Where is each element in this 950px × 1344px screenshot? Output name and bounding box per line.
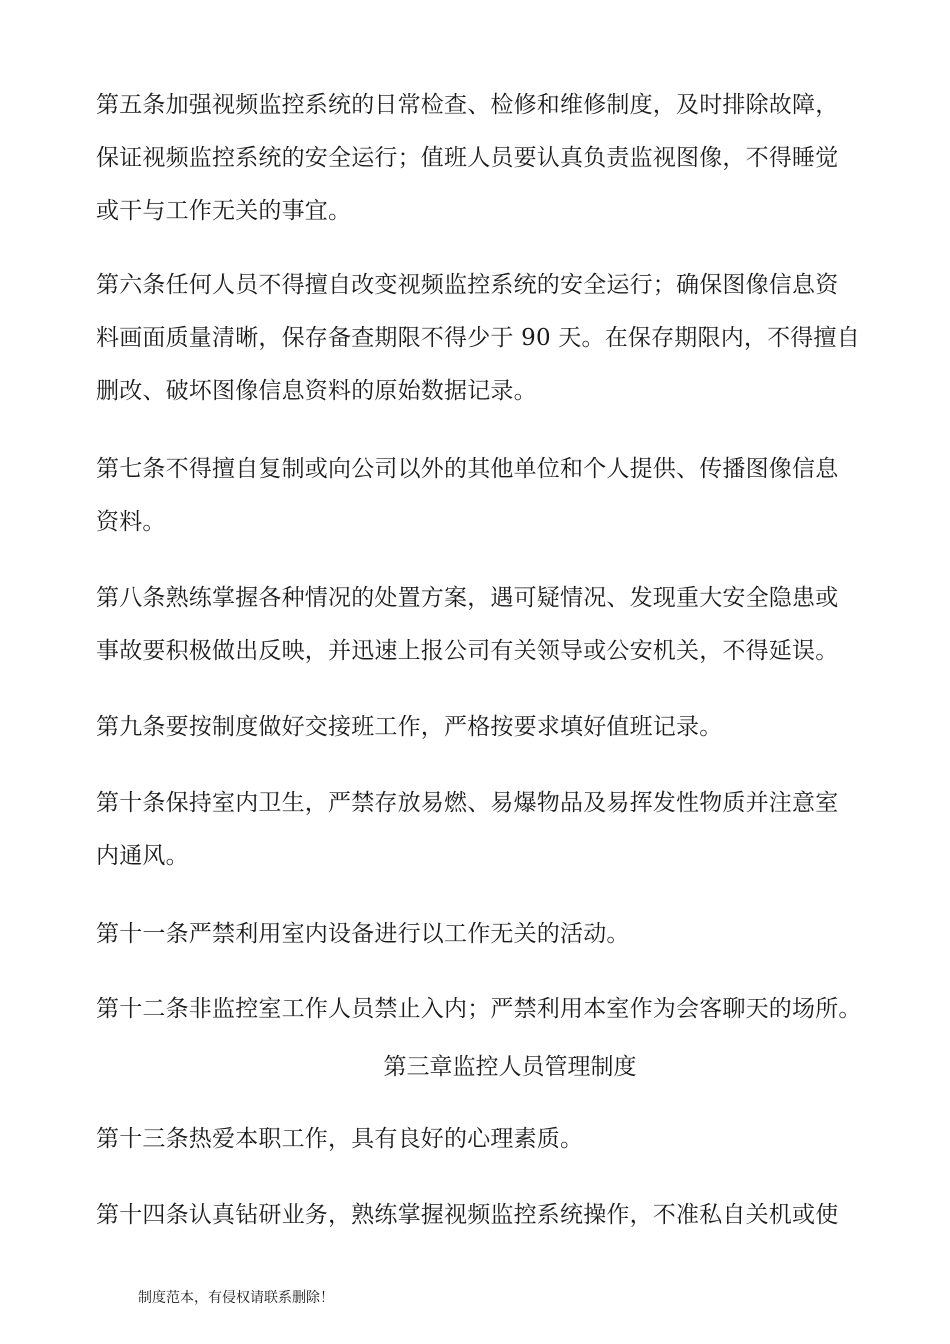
text-line: 事故要积极做出反映，并迅速上报公司有关领导或公安机关，不得延误。	[96, 638, 839, 664]
text-line: 第五条加强视频监控系统的日常检查、检修和维修制度，及时排除故障，	[96, 92, 839, 118]
text-line: 资料。	[96, 509, 166, 535]
chapter-heading: 第三章监控人员管理制度	[383, 1054, 637, 1080]
footer-note: 制度范本，有侵权请联系删除！	[138, 1290, 334, 1306]
text-line: 第七条不得擅自复制或向公司以外的其他单位和个人提供、传播图像信息	[96, 456, 839, 482]
text-line: 第八条熟练掌握各种情况的处置方案，遇可疑情况、发现重大安全隐患或	[96, 585, 839, 611]
text-line: 第十二条非监控室工作人员禁止入内；严禁利用本室作为会客聊天的场所。	[96, 996, 862, 1022]
text-line: 删改、破坏图像信息资料的原始数据记录。	[96, 378, 537, 404]
text-line: 第十四条认真钻研业务，熟练掌握视频监控系统操作，不准私自关机或使	[96, 1202, 839, 1228]
text-line: 第十条保持室内卫生，严禁存放易燃、易爆物品及易挥发性物质并注意室	[96, 790, 839, 816]
text-line: 保证视频监控系统的安全运行；值班人员要认真负责监视图像，不得睡觉	[96, 145, 839, 171]
text-line: 第十一条严禁利用室内设备进行以工作无关的活动。	[96, 921, 630, 947]
text-line: 第十三条热爱本职工作，具有良好的心理素质。	[96, 1126, 584, 1152]
text-line: 内通风。	[96, 843, 189, 869]
text-line: 第九条要按制度做好交接班工作，严格按要求填好值班记录。	[96, 714, 723, 740]
text-line: 料画面质量清晰，保存备查期限不得少于 90 天。在保存期限内，不得擅自	[96, 325, 860, 351]
text-line: 第六条任何人员不得擅自改变视频监控系统的安全运行；确保图像信息资	[96, 272, 839, 298]
text-line: 或干与工作无关的事宜。	[96, 198, 352, 224]
